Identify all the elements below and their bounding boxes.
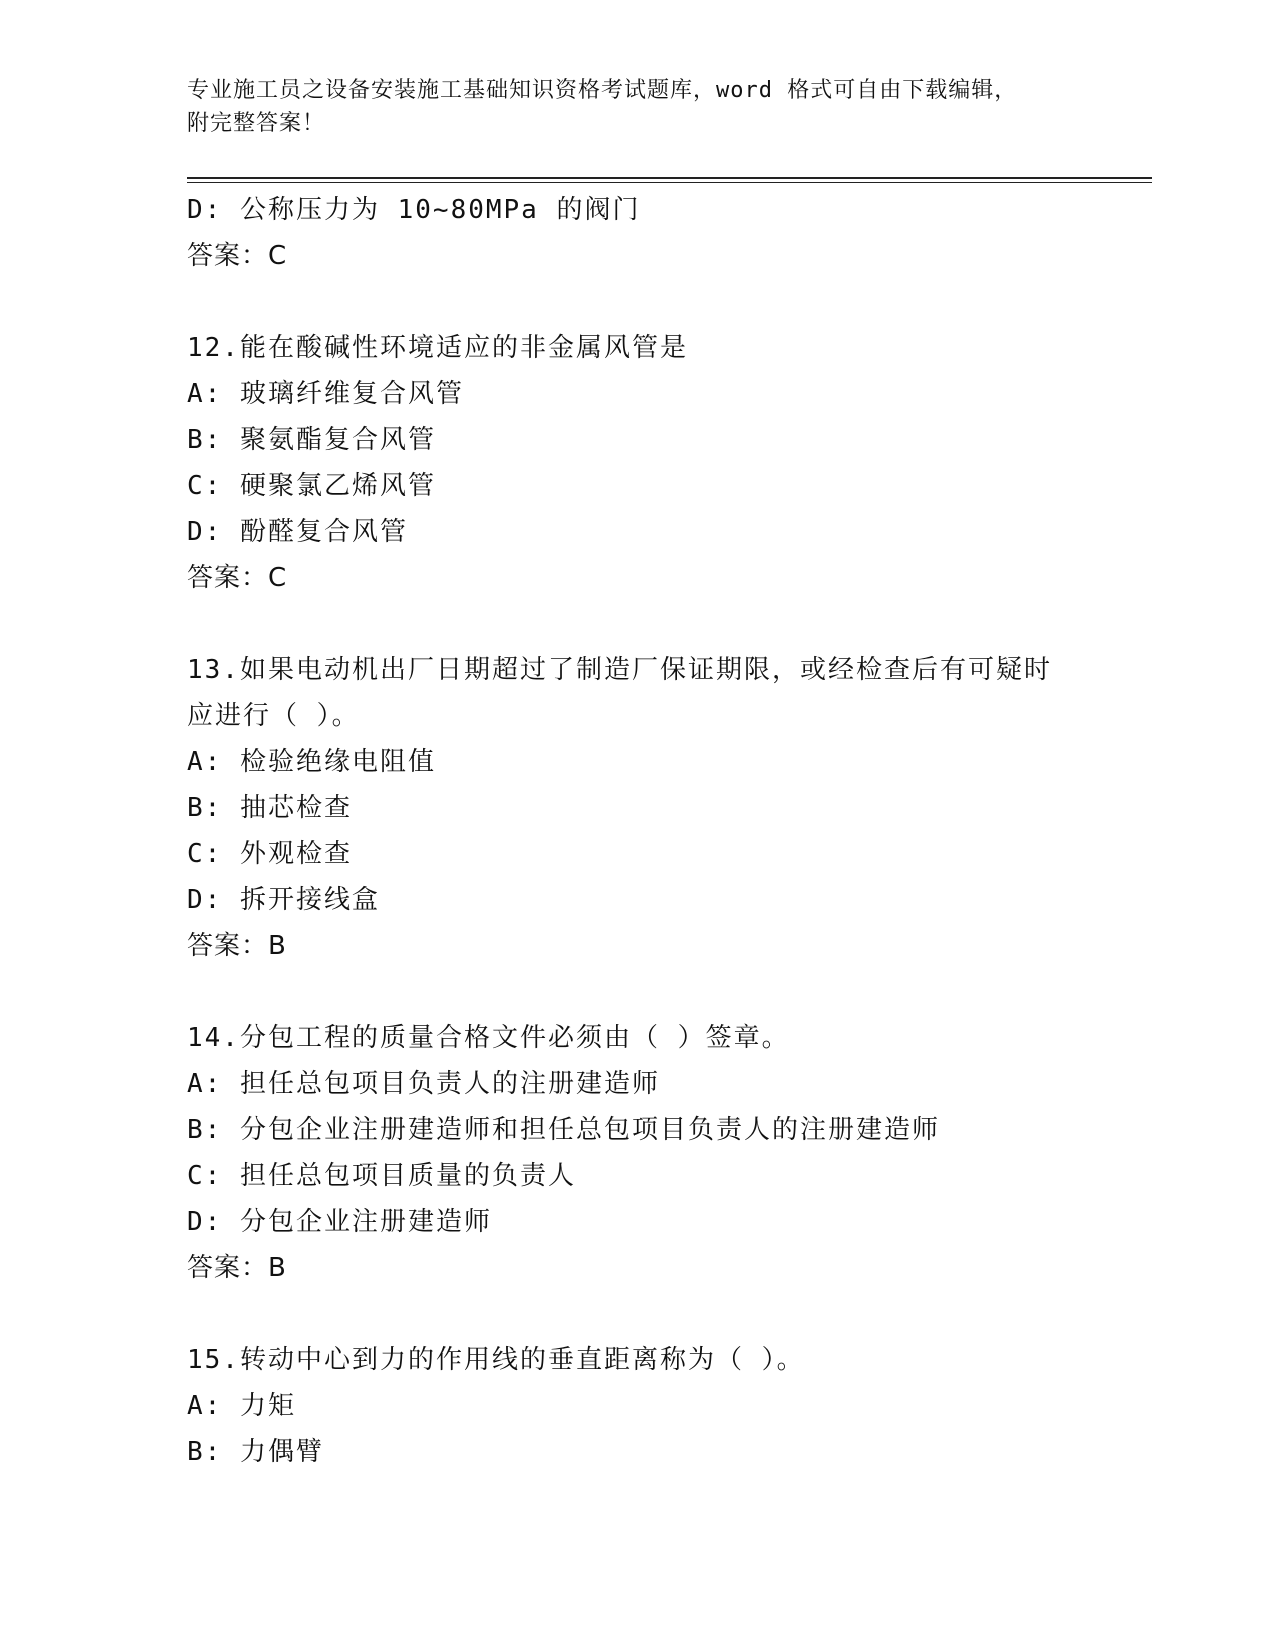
answer-line: 答案：B bbox=[187, 1253, 287, 1283]
option-b: B: 力偶臂 bbox=[187, 1437, 324, 1467]
option-b: B: 聚氨酯复合风管 bbox=[187, 425, 436, 455]
option-d: D: 拆开接线盒 bbox=[187, 885, 380, 915]
option-d: D: 分包企业注册建造师 bbox=[187, 1207, 492, 1237]
answer-line: 答案：B bbox=[187, 931, 287, 961]
spacer bbox=[187, 601, 1087, 647]
header-line-2: 附完整答案！ bbox=[187, 111, 326, 136]
question-stem: 15.转动中心到力的作用线的垂直距离称为（ ）。 bbox=[187, 1345, 805, 1375]
option-b: B: 抽芯检查 bbox=[187, 793, 352, 823]
option-c: C: 外观检查 bbox=[187, 839, 352, 869]
option-d: D: 酚醛复合风管 bbox=[187, 517, 408, 547]
header-divider-thick bbox=[187, 177, 1152, 179]
spacer bbox=[187, 1291, 1087, 1337]
option-a: A: 玻璃纤维复合风管 bbox=[187, 379, 464, 409]
question-stem: 13.如果电动机出厂日期超过了制造厂保证期限，或经检查后有可疑时 bbox=[187, 655, 1052, 685]
question-block bbox=[187, 1015, 1087, 1291]
question-stem: 12.能在酸碱性环境适应的非金属风管是 bbox=[187, 333, 688, 363]
answer-line: 答案：C bbox=[187, 241, 288, 271]
option-a: A: 检验绝缘电阻值 bbox=[187, 747, 436, 777]
question-stem: 14.分包工程的质量合格文件必须由（ ）签章。 bbox=[187, 1023, 790, 1053]
question-block bbox=[187, 325, 1087, 601]
option-c: C: 硬聚氯乙烯风管 bbox=[187, 471, 436, 501]
question-block bbox=[187, 647, 1087, 969]
question-block bbox=[187, 1337, 1087, 1475]
option-c: C: 担任总包项目质量的负责人 bbox=[187, 1161, 576, 1191]
option-b: B: 分包企业注册建造师和担任总包项目负责人的注册建造师 bbox=[187, 1115, 940, 1145]
question-content bbox=[187, 187, 1087, 1475]
header-line-1: 专业施工员之设备安装施工基础知识资格考试题库，word 格式可自由下载编辑， bbox=[187, 78, 1018, 103]
header-divider-thin bbox=[187, 182, 1152, 183]
option-a: A: 担任总包项目负责人的注册建造师 bbox=[187, 1069, 660, 1099]
option-d: D: 公称压力为 10~80MPa 的阀门 bbox=[187, 195, 641, 225]
option-a: A: 力矩 bbox=[187, 1391, 296, 1421]
question-stem-continued: 应进行（ ）。 bbox=[187, 701, 360, 731]
answer-line: 答案：C bbox=[187, 563, 288, 593]
document-header bbox=[187, 74, 1087, 140]
spacer bbox=[187, 969, 1087, 1015]
spacer bbox=[187, 279, 1087, 325]
